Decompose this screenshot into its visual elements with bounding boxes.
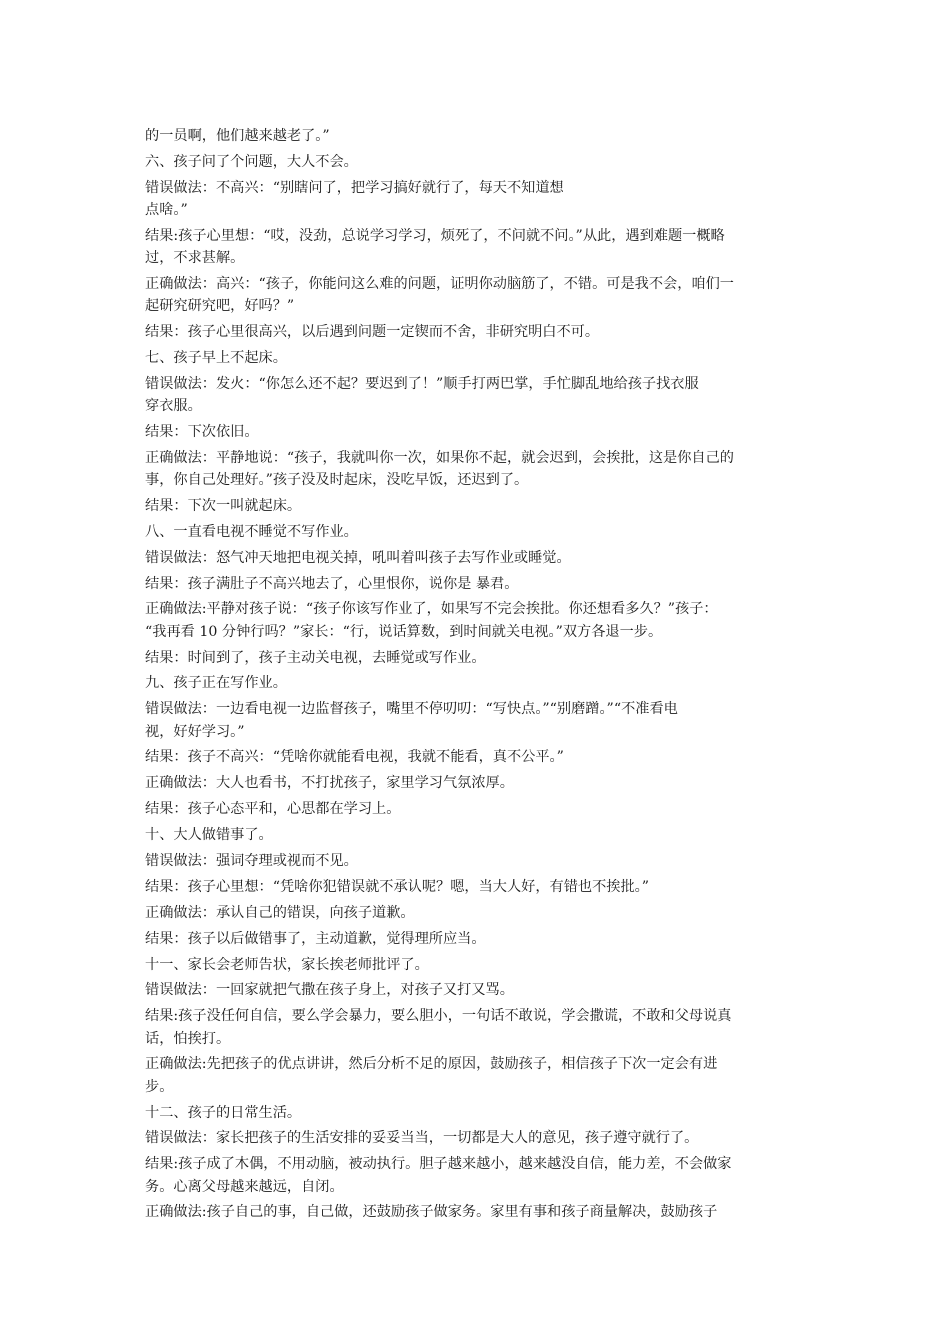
text-line: 错误做法：强词夺理或视而不见。	[145, 853, 358, 870]
paragraph	[145, 420, 815, 446]
paragraph	[145, 1126, 815, 1152]
text-line: 起研究研究吧，好吗？”	[145, 298, 295, 315]
paragraph	[145, 372, 815, 420]
text-line: 结果:孩子没任何自信，要么学会暴力，要么胆小，一句话不敢说，学会撒谎，不敢和父母说真	[145, 1008, 732, 1025]
text-line: 视，好好学习。”	[145, 723, 245, 740]
document-body	[145, 124, 815, 1226]
text-line: 结果：孩子心态平和，心思都在学习上。	[145, 801, 401, 818]
text-line: 六、孩子问了个问题，大人不会。	[145, 153, 358, 170]
paragraph	[145, 446, 815, 494]
paragraph	[145, 1152, 815, 1200]
text-line: 结果：下次依旧。	[145, 423, 259, 440]
paragraph	[145, 927, 815, 953]
text-line: 正确做法：平静地说：“孩子，我就叫你一次，如果你不起，就会迟到，会挨批，这是你自己的	[145, 449, 734, 466]
text-line: 正确做法:先把孩子的优点讲讲，然后分析不足的原因，鼓励孩子，相信孩子下次一定会有进	[145, 1056, 718, 1073]
paragraph	[145, 875, 815, 901]
paragraph	[145, 671, 815, 697]
paragraph	[145, 823, 815, 849]
text-line: 步。	[145, 1078, 174, 1095]
text-line: 正确做法：高兴：“孩子，你能问这么难的问题，证明你动脑筋了，不错。可是我不会，咱们一	[145, 275, 734, 292]
text-line: 过，不求甚解。	[145, 250, 245, 267]
paragraph	[145, 849, 815, 875]
text-line: 十、大人做错事了。	[145, 827, 273, 844]
paragraph	[145, 494, 815, 520]
text-line: “我再看 10 分钟行吗？”家长：“行，说话算数，到时间就关电视。”双方各退一步。	[145, 623, 663, 640]
text-line: 九、孩子正在写作业。	[145, 675, 287, 692]
paragraph	[145, 124, 815, 150]
text-line: 结果：孩子不高兴：“凭啥你就能看电视，我就不能看，真不公平。”	[145, 749, 564, 766]
paragraph	[145, 546, 815, 572]
paragraph	[145, 1004, 815, 1052]
paragraph	[145, 1101, 815, 1127]
text-line: 结果：孩子心里想：“凭啥你犯错误就不承认呢？嗯，当大人好，有错也不挨批。”	[145, 878, 649, 895]
paragraph	[145, 745, 815, 771]
paragraph	[145, 176, 815, 224]
paragraph	[145, 1200, 815, 1226]
text-line: 的一员啊，他们越来越老了。”	[145, 128, 330, 144]
paragraph	[145, 272, 815, 320]
paragraph	[145, 520, 815, 546]
text-line: 结果：下次一叫就起床。	[145, 497, 302, 514]
text-line: 结果：孩子心里很高兴，以后遇到问题一定锲而不舍，非研究明白不可。	[145, 324, 600, 341]
paragraph	[145, 771, 815, 797]
text-line: 十一、家长会老师告状，家长挨老师批评了。	[145, 956, 429, 973]
text-line: 正确做法:孩子自己的事，自己做，还鼓励孩子做家务。家里有事和孩子商量解决，鼓励孩子	[145, 1204, 718, 1221]
text-line: 正确做法:平静对孩子说：“孩子你该写作业了，如果写不完会挨批。你还想看多久？”孩子：	[145, 601, 718, 618]
text-line: 错误做法：一边看电视一边监督孩子，嘴里不停叨叨：“写快点。”“别磨蹭。”“不准看电	[145, 701, 678, 718]
paragraph	[145, 646, 815, 672]
text-line: 十二、孩子的日常生活。	[145, 1104, 302, 1121]
paragraph	[145, 953, 815, 979]
text-line: 穿衣服。	[145, 398, 202, 415]
text-line: 结果：时间到了，孩子主动关电视，去睡觉或写作业。	[145, 649, 486, 666]
paragraph	[145, 597, 815, 645]
text-line: 错误做法：家长把孩子的生活安排的妥妥当当，一切都是大人的意见，孩子遵守就行了。	[145, 1130, 699, 1147]
text-line: 务。心离父母越来越远，自闭。	[145, 1178, 344, 1195]
text-line: 七、孩子早上不起床。	[145, 349, 287, 366]
paragraph	[145, 901, 815, 927]
text-line: 错误做法：怒气冲天地把电视关掉，吼叫着叫孩子去写作业或睡觉。	[145, 549, 571, 566]
paragraph	[145, 978, 815, 1004]
paragraph	[145, 346, 815, 372]
paragraph	[145, 150, 815, 176]
text-line: 结果：孩子满肚子不高兴地去了，心里恨你，说你是 暴君。	[145, 575, 519, 592]
text-line: 正确做法：大人也看书，不打扰孩子，家里学习气氛浓厚。	[145, 775, 514, 792]
text-line: 结果:孩子心里想：“哎，没劲，总说学习学习，烦死了，不问就不问。”从此，遇到难题一概略	[145, 227, 725, 244]
text-line: 错误做法：不高兴：“别瞎问了，把学习搞好就行了，每天不知道想	[145, 179, 564, 196]
paragraph	[145, 320, 815, 346]
text-line: 点啥。”	[145, 201, 188, 218]
text-line: 结果:孩子成了木偶，不用动脑，被动执行。胆子越来越小，越来越没自信，能力差，不会做家	[145, 1156, 732, 1173]
paragraph	[145, 572, 815, 598]
text-line: 事，你自己处理好。”孩子没及时起床，没吃早饭，还迟到了。	[145, 472, 529, 489]
text-line: 错误做法：发火：“你怎么还不起？要迟到了！”顺手打两巴掌，手忙脚乱地给孩子找衣服	[145, 375, 699, 392]
paragraph	[145, 697, 815, 745]
paragraph	[145, 797, 815, 823]
paragraph	[145, 1052, 815, 1100]
text-line: 错误做法：一回家就把气撒在孩子身上，对孩子又打又骂。	[145, 982, 514, 999]
text-line: 话，怕挨打。	[145, 1030, 231, 1047]
text-line: 结果：孩子以后做错事了，主动道歉，觉得理所应当。	[145, 930, 486, 947]
paragraph	[145, 224, 815, 272]
text-line: 正确做法：承认自己的错误，向孩子道歉。	[145, 904, 415, 921]
text-line: 八、一直看电视不睡觉不写作业。	[145, 523, 358, 540]
